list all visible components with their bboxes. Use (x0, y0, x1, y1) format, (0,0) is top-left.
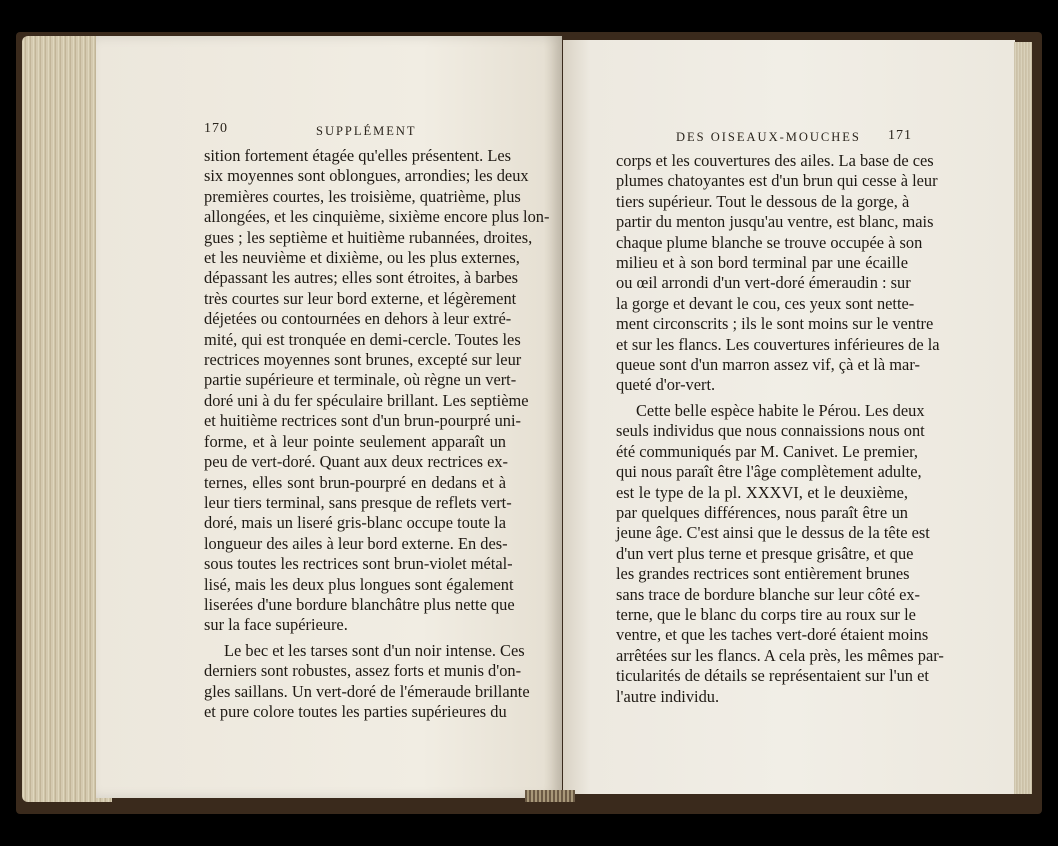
text-line: été communiqués par M. Canivet. Le premier, (616, 441, 919, 461)
text-line: queté d'or-vert. (616, 375, 716, 395)
text-line: allongées, et les cinquième, sixième encore plus lon- (204, 207, 550, 227)
text-line: mité, qui est tronquée en demi-cercle. Toutes les (204, 329, 521, 349)
text-line: lisé, mais les deux plus longues sont également (204, 574, 514, 594)
text-line: partir du menton jusqu'au ventre, est blanc, mais (616, 212, 934, 232)
text-line: six moyennes sont oblongues, arrondies; les deux (204, 166, 529, 186)
left-paragraph (204, 146, 550, 636)
text-line: jeune âge. C'est ainsi que le dessus de la tête est (616, 523, 930, 543)
text-line: ment circonscrits ; ils le sont moins sur le ventre (616, 314, 934, 334)
text-line: gues ; les septième et huitième rubannées, droites, (204, 227, 533, 247)
text-line: sur la face supérieure. (204, 615, 348, 635)
text-line: queue sont d'un marron assez vif, çà et là mar- (616, 355, 920, 375)
text-line: déjetées ou contournées en dehors à leur extré- (204, 309, 512, 329)
text-line: d'un vert plus terne et presque grisâtre, et que (616, 543, 914, 563)
text-line: premières courtes, les troisième, quatrième, plus (204, 186, 521, 206)
left-page-text (204, 146, 550, 722)
left-running-head: SUPPLÉMENT (316, 124, 417, 138)
text-line: très courtes sur leur bord externe, et légèrement (204, 288, 517, 308)
text-line: et sur les flancs. Les couvertures inférieures de la (616, 334, 940, 354)
text-line: sition fortement étagée qu'elles présentent. Les (204, 146, 511, 165)
text-line: par quelques différences, nous paraît être un (616, 502, 908, 522)
text-line: tiers supérieur. Tout le dessous de la gorge, à (616, 191, 910, 211)
text-line: Cette belle espèce habite le Pérou. Les deux (636, 400, 925, 420)
text-line: leur tiers terminal, sans presque de reflets vert- (204, 492, 512, 512)
text-line: rectrices moyennes sont brunes, excepté sur leur (204, 350, 522, 370)
text-line: plumes chatoyantes est d'un brun qui cesse à leur (616, 171, 938, 191)
right-paragraph (616, 151, 940, 396)
text-line: est le type de la pl. XXXVI, et le deuxième, (616, 482, 908, 502)
text-line: sans trace de bordure blanche sur leur côté ex- (616, 584, 920, 604)
page-edges-right (1014, 42, 1032, 794)
text-line: peu de vert-doré. Quant aux deux rectrices ex- (204, 452, 508, 472)
text-line: et pure colore toutes les parties supérieures du (204, 701, 507, 721)
text-line: ou œil arrondi d'un vert-doré émeraudin : sur (616, 273, 911, 293)
text-line: et les neuvième et dixième, ou les plus externes, (204, 248, 520, 268)
text-line: doré, mais un liseré gris-blanc occupe toute la (204, 513, 506, 533)
left-page-number: 170 (204, 121, 228, 136)
right-paragraph (616, 400, 944, 707)
right-running-head: DES OISEAUX-MOUCHES (676, 130, 861, 144)
book-spine (525, 790, 575, 802)
text-line: la gorge et devant le cou, ces yeux sont nette- (616, 293, 915, 313)
text-line: arrêtées sur les flancs. A cela près, les mêmes par- (616, 645, 944, 665)
text-line: corps et les couvertures des ailes. La base de ces (616, 151, 934, 170)
text-line: liserées d'une bordure blanchâtre plus nette que (204, 594, 515, 614)
text-line: ventre, et que les taches vert-doré étaient moins (616, 625, 929, 645)
text-line: Le bec et les tarses sont d'un noir intense. Ces (224, 640, 525, 660)
text-line: derniers sont robustes, assez forts et munis d'on- (204, 661, 522, 681)
text-line: qui nous paraît être l'âge complètement adulte, (616, 462, 922, 482)
text-line: chaque plume blanche se trouve occupée à son (616, 232, 923, 252)
text-line: les grandes rectrices sont entièrement brunes (616, 564, 910, 584)
text-line: et huitième rectrices sont d'un brun-pourpré uni- (204, 411, 522, 431)
text-line: partie supérieure et terminale, où règne un vert- (204, 370, 517, 390)
text-line: ticularités de détails se représentaient sur l'un et (616, 666, 929, 686)
text-line: forme, et à leur pointe seulement apparaît un (204, 431, 506, 451)
text-line: sous toutes les rectrices sont brun-violet métal- (204, 554, 513, 574)
text-line: longueur des ailes à leur bord externe. En des- (204, 533, 508, 553)
text-line: seuls individus que nous connaissions nous ont (616, 421, 925, 441)
text-line: ternes, elles sont brun-pourpré en dedans et à (204, 472, 506, 492)
right-page-text (616, 151, 944, 707)
text-line: terne, que le blanc du corps tire au roux sur le (616, 604, 916, 624)
text-line: l'autre individu. (616, 686, 720, 706)
text-line: milieu et à son bord terminal par une écaille (616, 253, 908, 273)
left-paragraph (204, 640, 530, 723)
text-line: dépassant les autres; elles sont étroites, à barbes (204, 268, 519, 288)
text-line: doré uni à du fer spéculaire brillant. Les septième (204, 390, 529, 410)
text-line: gles saillans. Un vert-doré de l'émeraude brillante (204, 681, 530, 701)
right-page-number: 171 (888, 128, 912, 143)
